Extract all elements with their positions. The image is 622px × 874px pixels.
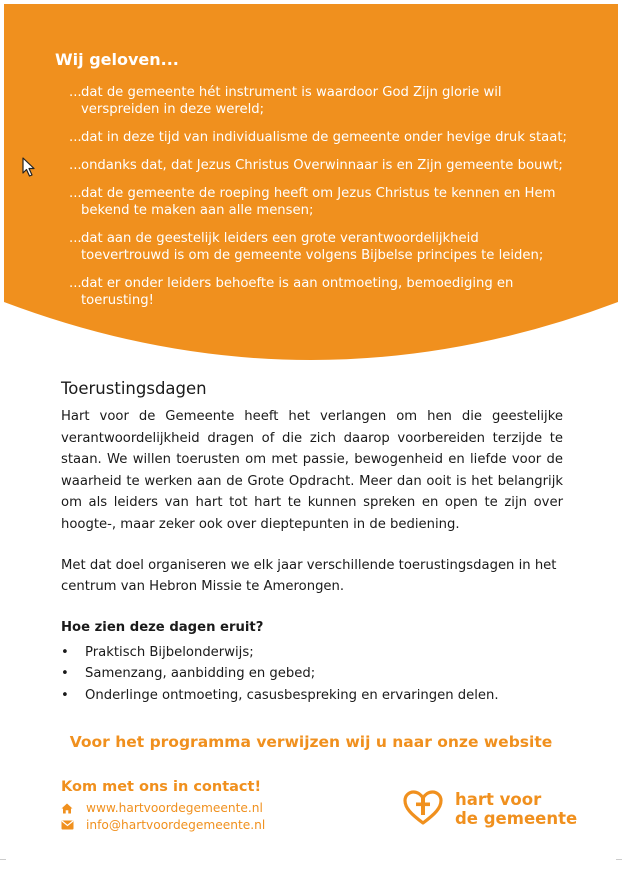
website-row[interactable] [61, 800, 265, 817]
main-content [61, 378, 563, 706]
belief-item [55, 230, 571, 264]
ellipsis: ... [69, 130, 82, 145]
beliefs-title: Wij geloven... [55, 50, 179, 69]
ellipsis: ... [69, 85, 82, 100]
logo-line-1: hart voor [455, 790, 542, 809]
ellipsis: ... [69, 276, 82, 291]
belief-item [55, 275, 571, 309]
bullet: • [61, 644, 69, 660]
section-title: Toerustingsdagen [61, 379, 207, 398]
belief-item [55, 157, 571, 174]
belief-text: dat er onder leiders behoefte is aan ontmoeting, bemoediging en toerusting! [81, 276, 514, 308]
bullet-list [61, 642, 563, 707]
list-item [61, 642, 563, 664]
email-row[interactable] [61, 817, 265, 834]
logo-line-2: de gemeente [455, 809, 578, 828]
contact-title: Kom met ons in contact! [61, 779, 262, 795]
bullet: • [61, 687, 69, 703]
belief-item [55, 84, 571, 118]
belief-text: dat in deze tijd van individualisme de gemeente onder hevige druk staat; [81, 130, 567, 145]
home-icon [61, 803, 73, 814]
program-notice: Voor het programma verwijzen wij u naar onze website [69, 733, 553, 751]
envelope-icon [61, 820, 74, 830]
belief-text: dat de gemeente de roeping heeft om Jezus Christus te kennen en Hem bekend te maken aan alle mensen; [81, 186, 556, 218]
bullet: • [61, 666, 69, 682]
mouse-cursor-icon [22, 157, 36, 177]
logo-text [455, 790, 577, 828]
ellipsis: ... [69, 186, 82, 201]
email-link[interactable]: info@hartvoordegemeente.nl [86, 818, 266, 832]
belief-text: dat aan de geestelijk leiders een grote verantwoordelijkheid toevertrouwd is om de gemeente volgens Bijbelse principes te leiden; [81, 231, 544, 263]
belief-text: dat de gemeente hét instrument is waardoor God Zijn glorie wil verspreiden in deze wereld; [81, 85, 502, 117]
beliefs-section [55, 50, 575, 320]
logo [403, 790, 578, 830]
purpose-paragraph: Met dat doel organiseren we elk jaar verschillende toerustingsdagen in het centrum van Hebron Missie te Amerongen. [61, 557, 557, 595]
list-item [61, 685, 563, 707]
subheading: Hoe zien deze dagen eruit? [61, 619, 264, 635]
website-link[interactable]: www.hartvoordegemeente.nl [86, 801, 263, 815]
crop-mark [0, 859, 6, 860]
belief-item [55, 129, 571, 146]
list-item-text: Praktisch Bijbelonderwijs; [85, 644, 254, 660]
belief-text: ondanks dat, dat Jezus Christus Overwinnaar is en Zijn gemeente bouwt; [81, 158, 563, 173]
heart-cross-icon [403, 790, 443, 826]
belief-item [55, 185, 571, 219]
ellipsis: ... [69, 158, 82, 173]
list-item-text: Samenzang, aanbidding en gebed; [85, 666, 316, 682]
list-item-text: Onderlinge ontmoeting, casusbespreking en ervaringen delen. [85, 687, 499, 703]
ellipsis: ... [69, 231, 82, 246]
intro-paragraph: Hart voor de Gemeente heeft het verlangen om hen die geestelijke verantwoordelijkheid dragen of die zich daarop voorbereiden terzijde te staan. We willen toerusten om met passie, bewogenheid en liefde voor de waarheid te werken aan de Grote Opdracht. Meer dan ooit is het belangrijk om als leiders van hart tot hart te kunnen spreken en open te zijn over hoogte-, maar zeker ook over dieptepunten in de bediening. [61, 409, 563, 532]
crop-mark [616, 859, 622, 860]
list-item [61, 663, 563, 685]
contact-section [61, 777, 265, 834]
